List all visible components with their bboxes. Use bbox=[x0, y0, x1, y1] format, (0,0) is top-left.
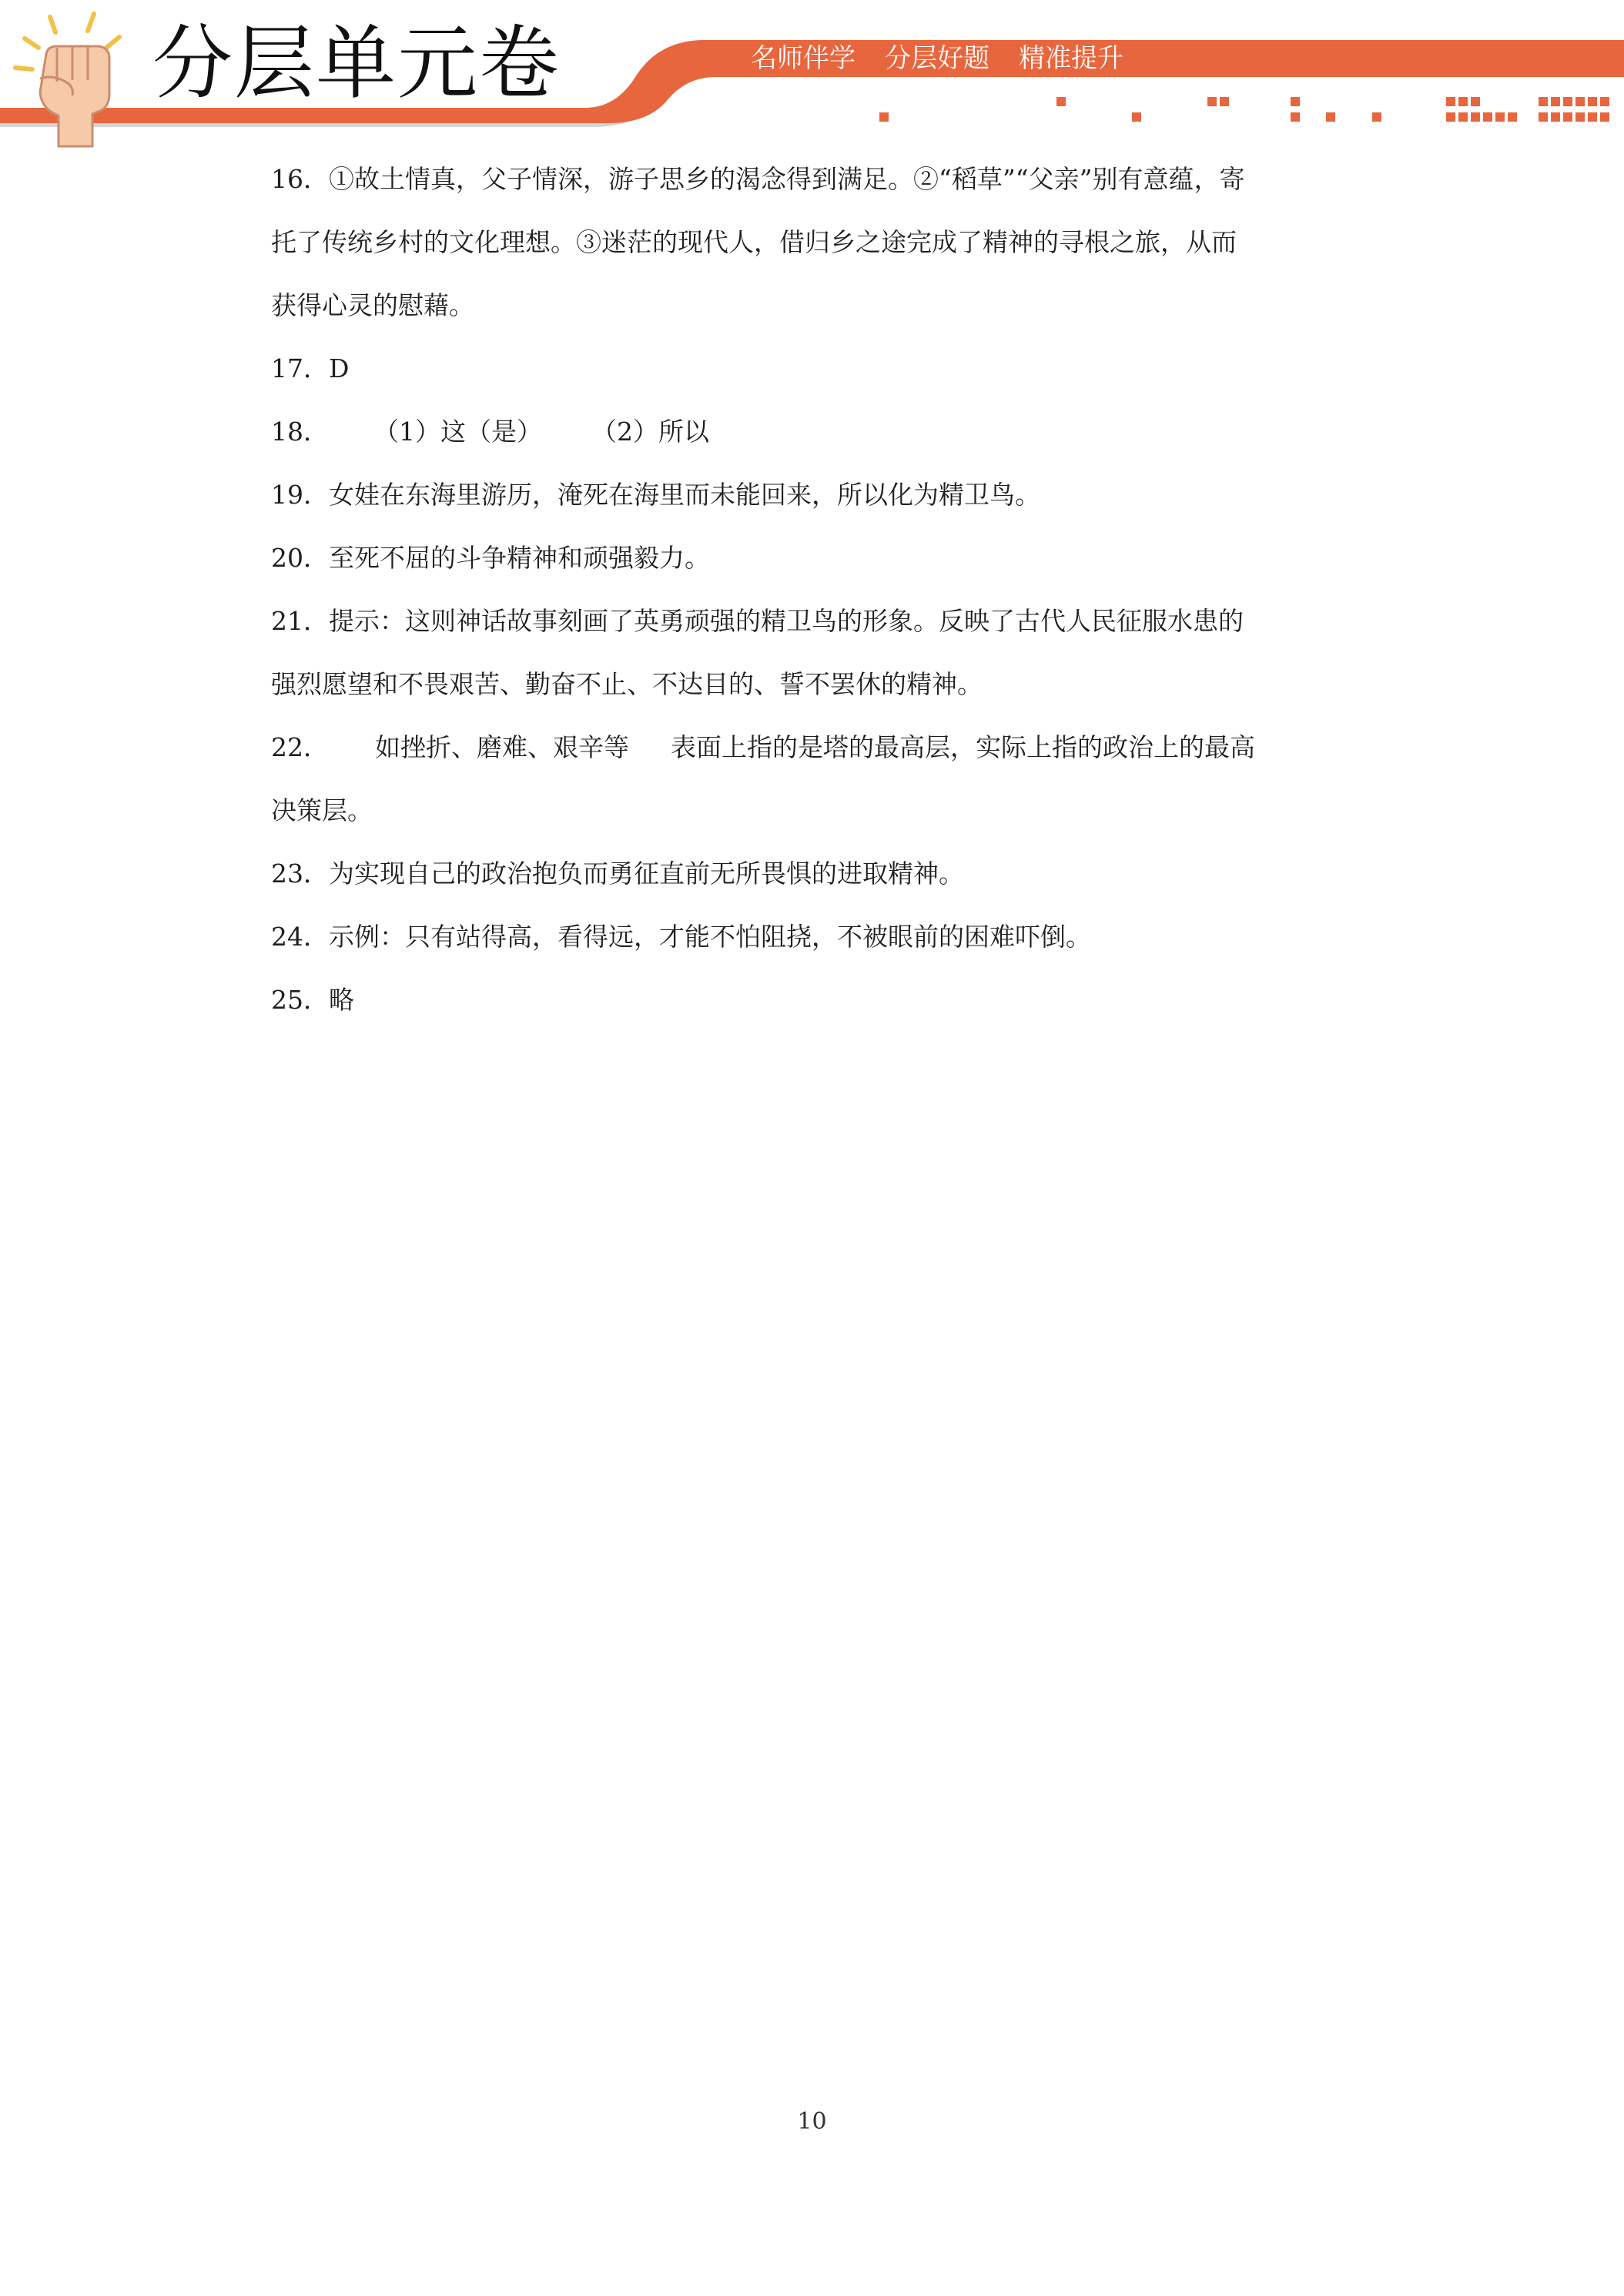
answer-line: 获得心灵的慰藉。 bbox=[271, 290, 474, 320]
slogan-item: 分层好题 bbox=[885, 43, 989, 74]
header-title: 分层单元卷 bbox=[152, 16, 561, 110]
answer-number: 22． bbox=[271, 732, 329, 762]
answer-line: 23．为实现自己的政治抱负而勇征直前无所畏惧的进取精神。 bbox=[271, 858, 964, 889]
answer-line bbox=[271, 716, 1349, 779]
answer-part: （1）这（是） bbox=[373, 417, 542, 447]
answer-line: 24．示例：只有站得高，看得远，才能不怕阻挠，不被眼前的困难吓倒。 bbox=[271, 922, 1091, 952]
header-slogan bbox=[751, 38, 1123, 79]
answer-line: 20．至死不屈的斗争精神和顽强毅力。 bbox=[271, 543, 710, 573]
answer-list bbox=[271, 148, 1349, 1032]
slogan-item: 名师伴学 bbox=[751, 43, 856, 74]
answer-line: 托了传统乡村的文化理想。③迷茫的现代人，借归乡之途完成了精神的寻根之旅，从而 bbox=[271, 227, 1237, 257]
decorative-squares bbox=[879, 97, 1609, 122]
page-header bbox=[0, 0, 1624, 154]
answer-number: 18． bbox=[271, 417, 329, 447]
answer-part: 如挫折、磨难、艰辛等 bbox=[375, 732, 629, 762]
answer-part: （2）所以 bbox=[591, 417, 709, 447]
answer-line: 16．①故土情真，父子情深，游子思乡的渴念得到满足。②“稻草”“父亲”别有意蕴，寄 bbox=[271, 164, 1245, 194]
answer-line: 17．D bbox=[271, 353, 350, 383]
answer-line: 强烈愿望和不畏艰苦、勤奋不止、不达目的、誓不罢休的精神。 bbox=[271, 669, 983, 699]
answer-line: 19．女娃在东海里游历，淹死在海里而未能回来，所以化为精卫鸟。 bbox=[271, 480, 1040, 510]
answer-line: 21．提示：这则神话故事刻画了英勇顽强的精卫鸟的形象。反映了古代人民征服水患的 bbox=[271, 606, 1244, 636]
answer-part: 表面上指的是塔的最高层，实际上指的政治上的最高 bbox=[671, 732, 1255, 762]
page-number: 10 bbox=[797, 2108, 827, 2135]
answer-line: 决策层。 bbox=[271, 795, 373, 825]
answer-line bbox=[271, 400, 1349, 464]
slogan-item: 精准提升 bbox=[1019, 43, 1123, 74]
fist-hand-icon bbox=[8, 8, 139, 150]
answer-line: 25．略 bbox=[271, 985, 354, 1015]
